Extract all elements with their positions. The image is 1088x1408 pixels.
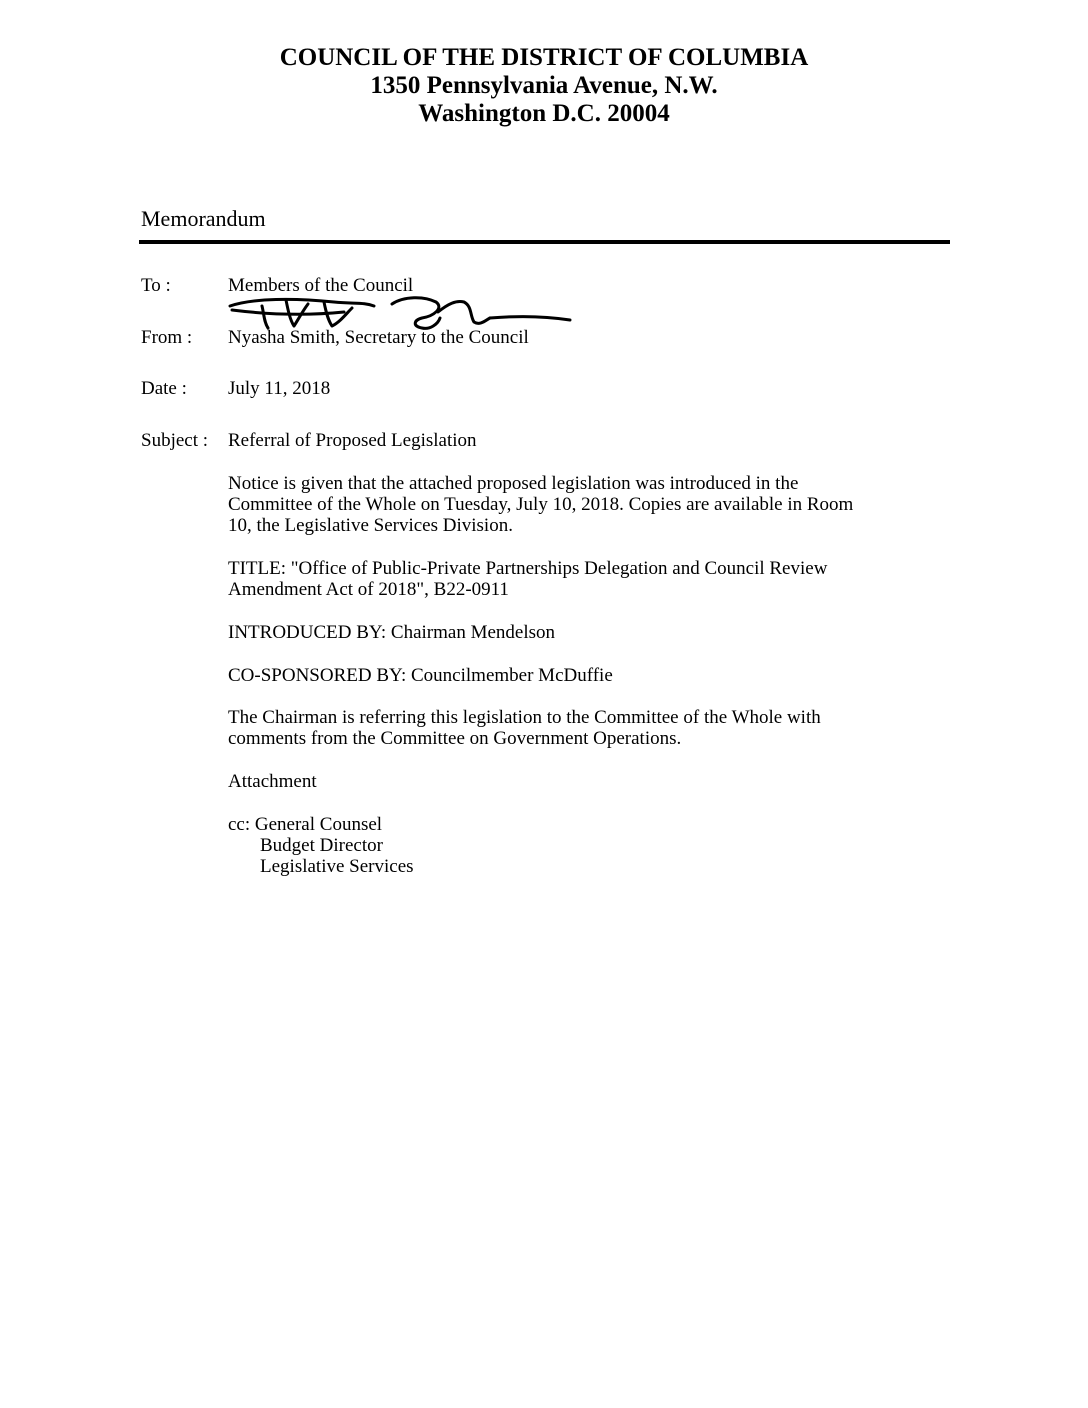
- attachment-note: Attachment: [228, 771, 317, 792]
- introduced-by: INTRODUCED BY: Chairman Mendelson: [228, 622, 556, 643]
- letterhead-street-address: 1350 Pennsylvania Avenue, N.W.: [370, 72, 718, 99]
- cc-recipient: Legislative Services: [260, 856, 414, 877]
- from-label: From :: [141, 327, 193, 348]
- legislation-title-paragraph: [228, 558, 950, 600]
- memo-title: Memorandum: [141, 206, 266, 231]
- subject-label: Subject :: [141, 430, 209, 451]
- notice-line: Committee of the Whole on Tuesday, July 10, 2018. Copies are available in Room: [228, 494, 854, 515]
- cc-recipient: Budget Director: [260, 835, 383, 856]
- cc-list: [228, 814, 950, 877]
- date-value: July 11, 2018: [228, 378, 331, 399]
- header-divider: [139, 240, 950, 244]
- letterhead-city-zip: Washington D.C. 20004: [418, 100, 670, 127]
- to-value: Members of the Council: [228, 275, 414, 296]
- date-label: Date :: [141, 378, 187, 399]
- letterhead-organization: COUNCIL OF THE DISTRICT OF COLUMBIA: [279, 44, 809, 71]
- referral-paragraph: [228, 707, 950, 749]
- cc-recipient: cc: General Counsel: [228, 814, 383, 835]
- from-value: Nyasha Smith, Secretary to the Council: [228, 327, 529, 348]
- referral-line: The Chairman is referring this legislation to the Committee of the Whole with: [228, 707, 821, 728]
- referral-line: comments from the Committee on Government Operations.: [228, 728, 682, 749]
- to-label: To :: [141, 275, 171, 296]
- legislation-title-line: TITLE: "Office of Public-Private Partnerships Delegation and Council Review: [228, 558, 828, 579]
- notice-line: 10, the Legislative Services Division.: [228, 515, 513, 536]
- legislation-title-line: Amendment Act of 2018", B22-0911: [228, 579, 509, 600]
- letterhead: [0, 44, 1088, 128]
- co-sponsored-by: CO-SPONSORED BY: Councilmember McDuffie: [228, 665, 613, 686]
- subject-value: Referral of Proposed Legislation: [228, 430, 477, 451]
- notice-line: Notice is given that the attached proposed legislation was introduced in the: [228, 473, 799, 494]
- notice-paragraph: [228, 473, 950, 536]
